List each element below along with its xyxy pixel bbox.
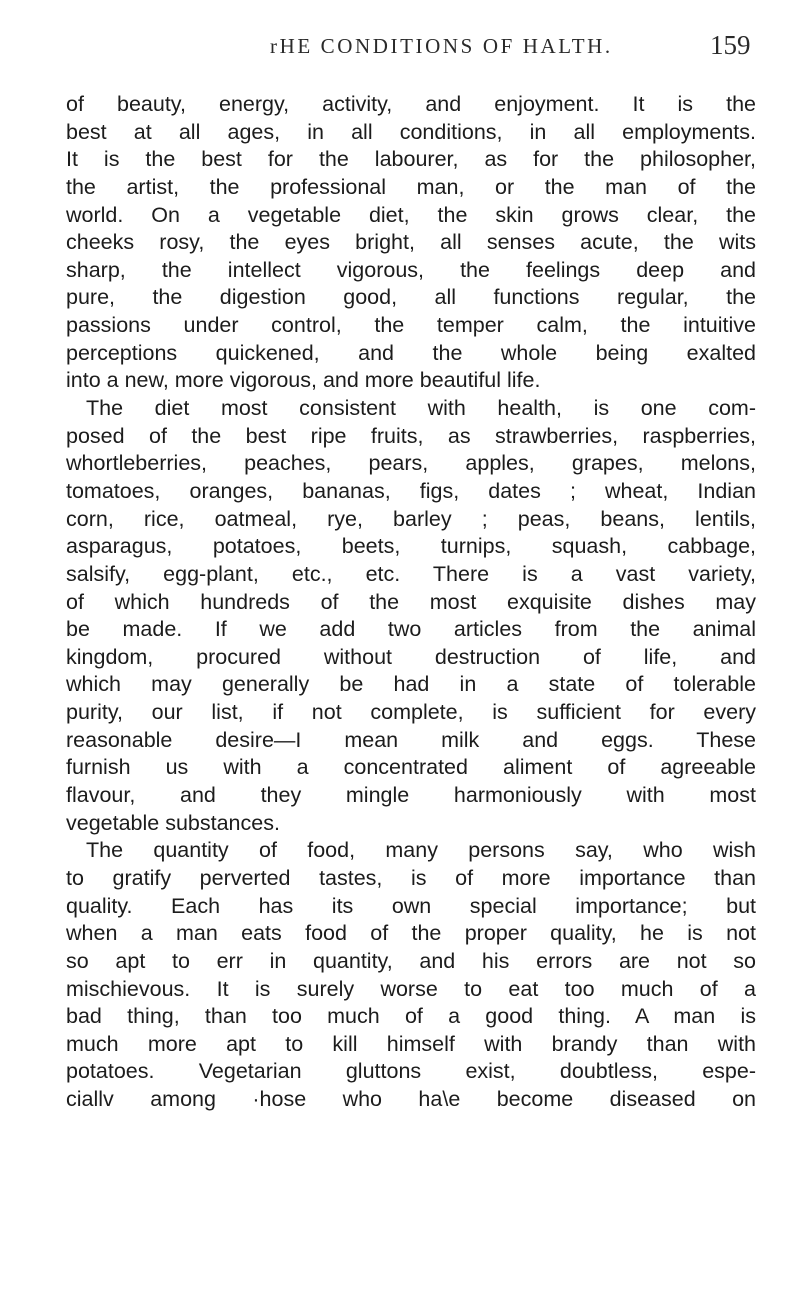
text-line: asparagus, potatoes, beets, turnips, squash, cabbage,	[66, 534, 756, 559]
text-line: into a new, more vigorous, and more beautiful life.	[66, 368, 541, 393]
paragraph	[66, 837, 756, 1113]
body-text	[66, 91, 756, 1114]
text-line: of beauty, energy, activity, and enjoyment. It is the	[66, 92, 756, 116]
text-line: cheeks rosy, the eyes bright, all senses acute, the wits	[66, 230, 756, 255]
running-head	[0, 28, 800, 68]
text-line: posed of the best ripe fruits, as strawberries, raspberries,	[66, 423, 756, 448]
text-line: salsify, egg-plant, etc., etc. There is a vast variety,	[66, 561, 756, 586]
text-line: best at all ages, in all conditions, in all employments.	[66, 119, 756, 144]
text-line: kingdom, procured without destruction of life, and	[66, 644, 756, 669]
text-line: flavour, and they mingle harmoniously with most	[66, 783, 756, 808]
text-line: corn, rice, oatmeal, rye, barley ; peas, beans, lentils,	[66, 506, 756, 531]
text-line: the artist, the professional man, or the man of the	[66, 174, 756, 199]
text-line: much more apt to kill himself with brandy than with	[66, 1031, 756, 1056]
text-line: so apt to err in quantity, and his errors are not so	[66, 948, 756, 973]
text-line: which may generally be had in a state of tolerable	[66, 672, 756, 697]
text-line: purity, our list, if not complete, is sufficient for every	[66, 700, 756, 725]
text-line: potatoes. Vegetarian gluttons exist, doubtless, espe-	[66, 1059, 756, 1084]
text-line: furnish us with a concentrated aliment of agreeable	[66, 755, 756, 780]
text-line: tomatoes, oranges, bananas, figs, dates ; wheat, Indian	[66, 478, 756, 503]
text-line: The quantity of food, many persons say, who wish	[86, 838, 756, 863]
text-line: of which hundreds of the most exquisite dishes may	[66, 589, 756, 614]
text-line: when a man eats food of the proper quality, he is not	[66, 921, 756, 946]
text-line: be made. If we add two articles from the animal	[66, 617, 756, 642]
page-number: 159	[710, 30, 751, 60]
text-line: bad thing, than too much of a good thing. A man is	[66, 1004, 756, 1029]
text-line: whortleberries, peaches, pears, apples, grapes, melons,	[66, 451, 756, 476]
text-line: perceptions quickened, and the whole being exalted	[66, 340, 756, 365]
text-line: ciallv among ·hose who ha\e become diseased on	[66, 1087, 756, 1112]
text-line: quality. Each has its own special importance; but	[66, 893, 756, 918]
running-title: rHE CONDITIONS OF HALTH.	[270, 34, 613, 58]
text-line: world. On a vegetable diet, the skin grows clear, the	[66, 202, 756, 227]
text-line: passions under control, the temper calm, the intuitive	[66, 313, 756, 338]
text-line: It is the best for the labourer, as for the philosopher,	[66, 147, 756, 172]
paragraph	[66, 91, 756, 395]
text-line: mischievous. It is surely worse to eat too much of a	[66, 976, 756, 1001]
paragraph	[66, 395, 756, 837]
text-line: to gratify perverted tastes, is of more importance than	[66, 865, 756, 890]
text-line: reasonable desire—I mean milk and eggs. These	[66, 727, 756, 752]
text-line: pure, the digestion good, all functions regular, the	[66, 285, 756, 310]
text-line: The diet most consistent with health, is one com-	[86, 396, 756, 421]
text-line: sharp, the intellect vigorous, the feelings deep and	[66, 257, 756, 282]
text-line: vegetable substances.	[66, 810, 280, 835]
